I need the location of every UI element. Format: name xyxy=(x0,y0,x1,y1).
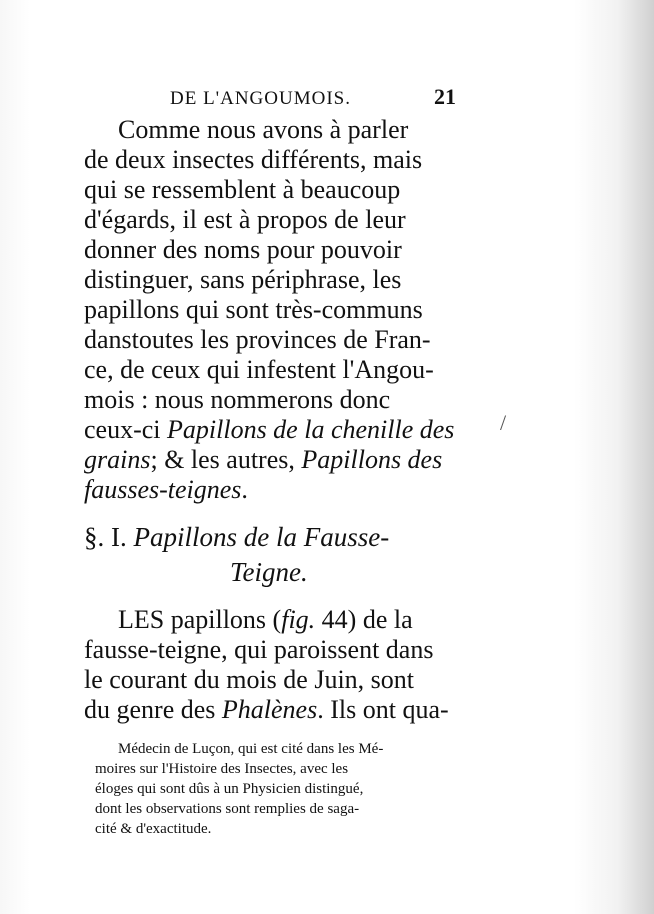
body-line-10: mois : nous nommerons donc xyxy=(84,385,391,414)
body-line-7: papillons qui sont très-communs xyxy=(84,295,423,324)
body-line-11-roman: ceux-ci xyxy=(84,415,168,444)
footnote-line-1: Médecin de Luçon, qui est cité dans les Mé- xyxy=(118,741,384,757)
footnote-line-4: dont les observations sont remplies de saga- xyxy=(95,801,360,817)
running-head: DE L'ANGOUMOIS. xyxy=(170,88,351,109)
section-title-line-1: Papillons de la Fausse- xyxy=(133,522,390,552)
body-line-12-italic: grains xyxy=(84,445,151,474)
section-prefix: §. I. xyxy=(84,522,134,552)
body-line-12-roman: ; & les autres, xyxy=(150,445,302,474)
body-line-11-italic: Papillons de la chenille des xyxy=(167,415,455,444)
body-line-12 xyxy=(84,445,442,475)
footnote-line-3: éloges qui sont dûs à un Physicien distingué, xyxy=(95,781,364,797)
body-line-4: d'égards, il est à propos de leur xyxy=(84,205,406,234)
section-title-line-2: Teigne. xyxy=(230,557,308,587)
paper-left-shadow xyxy=(0,0,30,914)
section-body-line-1-roman-b: 44) de la xyxy=(315,605,413,634)
body-line-3: qui se ressemblent à beaucoup xyxy=(84,175,401,204)
section-heading xyxy=(84,522,389,553)
body-line-2: de deux insectes différents, mais xyxy=(84,145,423,174)
body-line-12-italic-2: Papillons des xyxy=(301,445,443,474)
section-body-line-4-roman-b: . Ils ont qua- xyxy=(317,695,449,724)
page-number: 21 xyxy=(434,84,456,109)
section-body-line-4-italic: Phalènes xyxy=(221,695,318,724)
stray-pen-mark: / xyxy=(500,410,507,435)
body-line-5: donner des noms pour pouvoir xyxy=(84,235,402,264)
section-body-line-4 xyxy=(84,695,449,725)
body-line-6: distinguer, sans périphrase, les xyxy=(84,265,402,294)
section-body-line-3: le courant du mois de Juin, sont xyxy=(84,665,415,694)
section-body-line-1 xyxy=(118,605,413,635)
footnote-line-5: cité & d'exactitude. xyxy=(95,821,212,837)
section-body-line-1-roman-a: LES papillons ( xyxy=(118,605,282,634)
section-body-line-2: fausse-teigne, qui paroissent dans xyxy=(84,635,434,664)
section-body-line-1-italic: fig. xyxy=(281,605,316,634)
body-line-13-italic: fausses-teignes xyxy=(84,475,242,504)
body-line-11 xyxy=(84,415,454,445)
section-body-line-4-roman-a: du genre des xyxy=(84,695,222,724)
paper-right-shadow xyxy=(574,0,654,914)
body-line-13 xyxy=(84,475,248,505)
body-line-1: Comme nous avons à parler xyxy=(118,115,409,144)
body-line-8: danstoutes les provinces de Fran- xyxy=(84,325,431,354)
body-line-13-roman: . xyxy=(241,475,248,504)
footnote-line-2: moires sur l'Histoire des Insectes, avec les xyxy=(95,761,349,777)
body-line-9: ce, de ceux qui infestent l'Angou- xyxy=(84,355,434,384)
